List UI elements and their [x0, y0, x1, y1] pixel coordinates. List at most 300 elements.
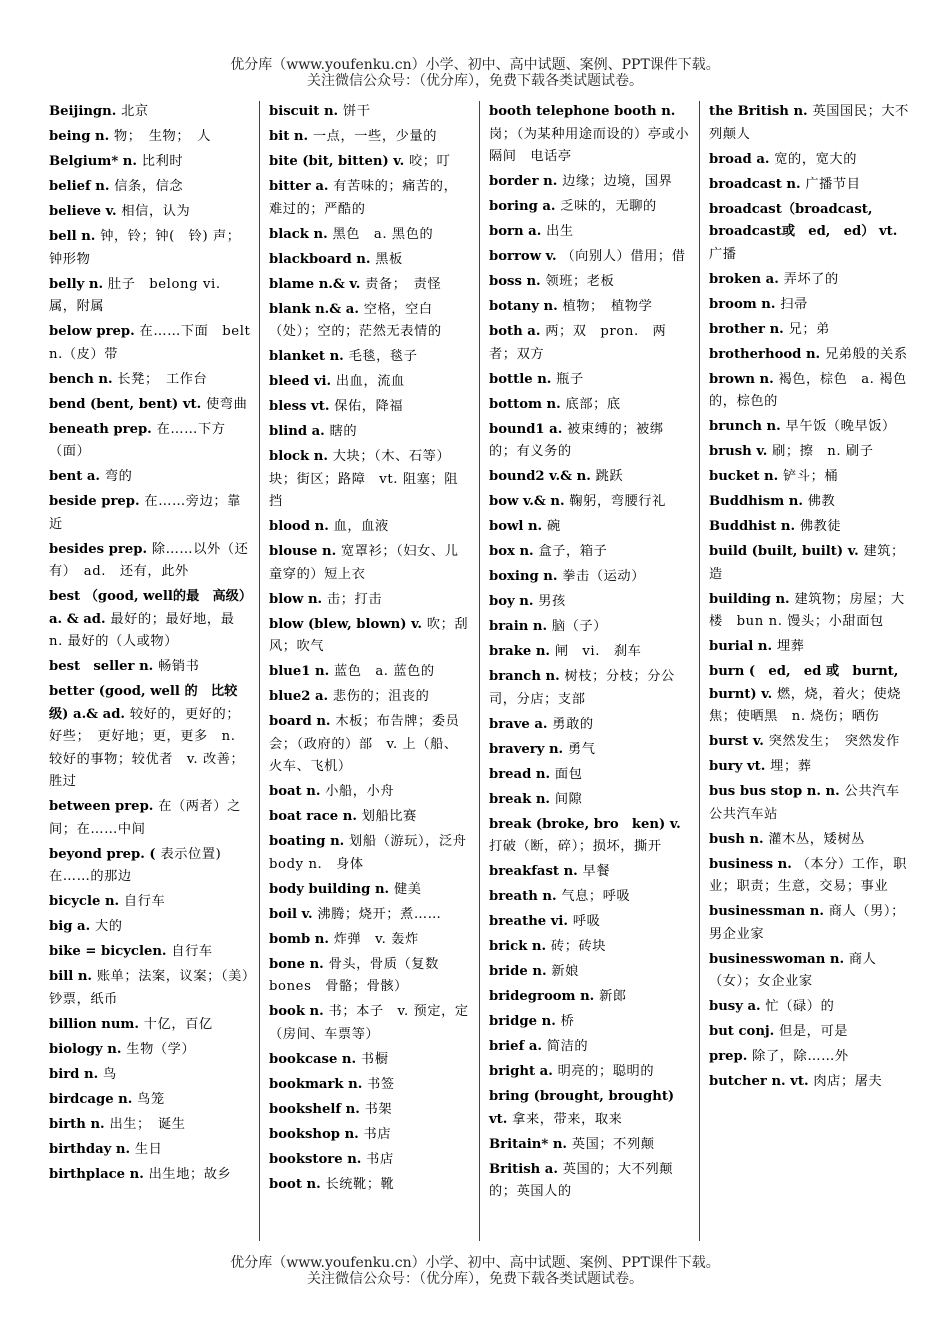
headword: boil v.	[269, 906, 313, 922]
glossary-entry	[489, 936, 691, 959]
glossary-entry	[489, 1134, 691, 1157]
headword: Buddhism n.	[709, 494, 803, 509]
glossary-entry	[489, 666, 691, 711]
definition: 佛教徒	[799, 519, 842, 534]
definition: 悲伤的；沮丧的	[332, 689, 430, 704]
headword: bowl n.	[489, 519, 543, 534]
glossary-entry	[709, 829, 912, 852]
glossary-entry	[49, 126, 251, 149]
headword: broad a.	[709, 151, 770, 167]
headword: blow (blew, blown) v.	[269, 616, 423, 632]
definition: 黑色 a. 黑色的	[332, 226, 434, 242]
headword: blame n.& v.	[269, 276, 361, 292]
headword: businesswoman n.	[709, 951, 845, 967]
footer-banner	[0, 1255, 950, 1287]
definition: 英国国民；大不列颠人	[709, 104, 909, 142]
definition: 划船（游玩），泛舟 body n. 身体	[269, 834, 481, 872]
definition: 保佑，降福	[334, 399, 404, 414]
glossary-entry	[49, 1014, 251, 1037]
glossary-column-1	[40, 101, 260, 1241]
definition: 钟，铃；钟( 铃) 声；钟形物	[49, 229, 241, 267]
glossary-entry	[49, 916, 251, 939]
definition: 简洁的	[546, 1039, 589, 1054]
definition: 褐色，棕色 a. 褐色的，棕色的	[709, 371, 907, 409]
glossary-entry	[269, 806, 471, 829]
definition: 明亮的；聪明的	[557, 1064, 655, 1079]
headword: brotherhood n.	[709, 346, 821, 362]
headword: blow n.	[269, 591, 323, 607]
glossary-entry	[489, 616, 691, 639]
glossary-entry	[49, 274, 251, 319]
definition: 瓶子	[556, 371, 584, 387]
glossary-entry	[709, 466, 912, 489]
headword: bent a.	[49, 469, 101, 484]
definition: 长统靴；靴	[325, 1176, 395, 1192]
headword: Belgium* n.	[49, 154, 137, 169]
glossary-entry	[49, 586, 259, 654]
glossary-entry	[709, 756, 912, 779]
definition: 出生地；故乡	[148, 1166, 232, 1182]
definition: 宽罩衫；（妇女、儿童穿的）短上衣	[269, 544, 459, 582]
glossary-entry	[269, 831, 481, 876]
headword: bound2 v.& n.	[489, 469, 591, 484]
glossary-entry	[269, 711, 471, 779]
glossary-entry	[49, 101, 251, 124]
definition: 自行车	[171, 944, 213, 959]
headword: bookcase n.	[269, 1051, 357, 1067]
headword: broken a.	[709, 271, 779, 287]
definition: 领班；老板	[545, 274, 615, 289]
headword: boy n.	[489, 594, 534, 609]
definition: 公共汽车 公共汽车站	[709, 784, 914, 822]
headword: bicycle n.	[49, 894, 120, 909]
definition: 除了，除……外	[752, 1049, 849, 1064]
glossary-entry	[709, 199, 912, 267]
definition: 肚子 belong vi. 属，附属	[49, 276, 221, 314]
glossary-entry	[49, 1064, 251, 1087]
glossary-entry	[49, 891, 251, 914]
definition: 较好的，更好的；好些； 更好地；更，更多 n. 较好的事物；较优者 v. 改善；胜过	[49, 706, 245, 789]
headword: blouse n.	[269, 544, 337, 559]
glossary-entry	[49, 321, 251, 366]
headword: brave a.	[489, 716, 548, 732]
definition: 大块；（木、石等）块；街区；路障 vt. 阻塞；阻挡	[269, 449, 458, 509]
glossary-entry	[269, 371, 471, 394]
definition: 有苦味的；痛苦的，难过的；严酷的	[269, 179, 458, 217]
definition: 新郎	[599, 989, 627, 1004]
headword: bench n.	[49, 371, 113, 387]
definition: 一点，一些，少量的	[312, 129, 437, 144]
definition: 气息；呼吸	[561, 889, 631, 904]
glossary-entry	[49, 466, 251, 489]
headword: board n.	[269, 714, 331, 729]
headword: Buddhist n.	[709, 519, 796, 534]
glossary-entry	[489, 1011, 691, 1034]
definition: 佛教	[807, 494, 836, 509]
headword: black n.	[269, 226, 328, 242]
definition: 扫帚	[780, 296, 808, 312]
definition: 长凳； 工作台	[117, 371, 208, 387]
definition: （本分）工作，职业；职责；生意，交易；事业	[709, 856, 907, 894]
definition: 勇气	[567, 741, 596, 757]
definition: 毛毯，毯子	[348, 349, 418, 364]
headword: bend (bent, bent) vt.	[49, 396, 202, 412]
headword: branch n.	[489, 669, 560, 684]
glossary-entry	[269, 589, 471, 612]
definition: 碗	[546, 519, 561, 534]
headword: bookshelf n.	[269, 1101, 360, 1117]
glossary-entry	[49, 394, 251, 417]
definition: 木板；布告牌；委员会；（政府的）部 v. 上（船、火车、飞机）	[269, 714, 460, 774]
glossary-entry	[269, 446, 471, 514]
glossary-entry	[709, 949, 912, 994]
glossary-entry	[709, 541, 912, 586]
glossary-entry	[709, 294, 912, 317]
headword: bomb n.	[269, 931, 329, 947]
definition: 拳击（运动）	[562, 569, 645, 584]
glossary-entry	[709, 589, 912, 634]
headword: blood n.	[269, 519, 329, 534]
glossary-entry	[49, 941, 251, 964]
headword: Britain* n.	[489, 1136, 568, 1152]
definition: 弄坏了的	[783, 271, 839, 287]
headword: break n.	[489, 791, 551, 807]
definition: 兄；弟	[788, 321, 830, 337]
headword: break (broke, bro ken) v.	[489, 816, 681, 832]
headword: birth n.	[49, 1116, 105, 1132]
headword: brick n.	[489, 939, 547, 954]
headword: blue2 a.	[269, 689, 329, 704]
definition: 面包	[554, 766, 583, 782]
glossary-entry	[489, 641, 691, 664]
headword: business n.	[709, 856, 792, 872]
definition: 植物； 植物学	[562, 299, 653, 314]
glossary-entry	[489, 516, 691, 539]
glossary-entry	[709, 269, 912, 292]
header-banner	[0, 57, 950, 89]
glossary-entry	[49, 796, 251, 841]
glossary-entry	[269, 614, 471, 659]
glossary-entry	[709, 319, 912, 342]
glossary-entry	[269, 1124, 471, 1147]
glossary-entry	[49, 176, 251, 199]
glossary-entry	[269, 954, 471, 999]
footer-line-1: 优分库（www.youfenku.cn）小学、初中、高中试题、案例、PPT课件下载。	[230, 1255, 720, 1271]
headword: bite (bit, bitten) v.	[269, 154, 405, 169]
glossary-entry	[269, 101, 471, 124]
definition: 血，血液	[333, 519, 389, 534]
definition: 铲斗；桶	[783, 469, 839, 484]
glossary-entry	[49, 491, 251, 536]
headword: boring a.	[489, 199, 556, 214]
definition: 忙（碌）的	[765, 999, 835, 1014]
headword: the British n.	[709, 104, 808, 119]
glossary-entry	[489, 739, 691, 762]
glossary-entry	[489, 369, 691, 392]
glossary-entry	[489, 491, 691, 514]
headword: birthplace n.	[49, 1166, 144, 1182]
headword: broadcast（broadcast, broadcast或 ed, ed） vt.	[709, 201, 898, 239]
headword: blanket n.	[269, 349, 344, 364]
headword: billion num.	[49, 1016, 139, 1032]
glossary-entry	[269, 929, 471, 952]
definition: 在……下方（面）	[49, 421, 226, 459]
definition: 使弯曲	[206, 396, 248, 412]
headword: bridge n.	[489, 1014, 556, 1029]
glossary-entry	[489, 814, 691, 859]
glossary-entry	[269, 1049, 471, 1072]
definition: 吹；刮风；吹气	[269, 616, 469, 654]
headword: biscuit n.	[269, 104, 339, 119]
definition: 骨头，骨质（复数bones 骨骼；骨骸）	[269, 956, 439, 994]
headword: building n.	[709, 591, 790, 607]
glossary-entry	[489, 101, 691, 169]
definition: 北京	[121, 104, 149, 119]
glossary-entry	[489, 591, 691, 614]
headword: bread n.	[489, 766, 551, 782]
glossary-entry	[709, 1021, 912, 1044]
glossary-entry	[489, 246, 691, 269]
definition: 书签	[367, 1076, 395, 1092]
headword: belief n.	[49, 179, 110, 194]
headword: bless vt.	[269, 399, 330, 414]
definition: 间隙	[554, 791, 583, 807]
glossary-entry	[709, 636, 912, 659]
glossary-entry	[489, 419, 691, 464]
headword: both a.	[489, 324, 541, 339]
headword: best （good, well的最 高级） a. & ad.	[49, 589, 259, 627]
glossary-entry	[709, 491, 912, 514]
headword: bike = bicyclen.	[49, 944, 167, 959]
definition: 小船，小舟	[325, 784, 395, 799]
glossary-entry	[489, 911, 691, 934]
definition: 比利时	[141, 154, 184, 169]
headword: brunch n.	[709, 419, 781, 434]
header-line-2: 关注微信公众号：（优分库），免费下载各类试题试卷。	[307, 73, 643, 89]
definition: 书橱	[360, 1051, 389, 1067]
glossary-entry	[269, 781, 471, 804]
headword: blank n.& a.	[269, 301, 359, 317]
glossary-entry	[489, 714, 691, 737]
headword: boxing n.	[489, 569, 558, 584]
headword: belly n.	[49, 276, 104, 292]
glossary-entry	[269, 346, 471, 369]
headword: burst v.	[709, 734, 764, 749]
definition: 边缘；边境，国界	[562, 174, 673, 189]
definition: 刷；擦 n. 刷子	[772, 444, 874, 459]
definition: 埋葬	[776, 639, 805, 654]
glossary-entry	[269, 299, 471, 344]
definition: 岗；（为某种用途而设的）亭或小隔间 电话亭	[489, 126, 690, 164]
definition: 树枝；分枝；分公司，分店；支部	[489, 669, 675, 707]
headword: bottle n.	[489, 371, 552, 387]
glossary-entry	[49, 656, 251, 679]
headword: bury vt.	[709, 759, 766, 774]
definition: 表示位置) 在……的那边	[49, 846, 236, 884]
definition: 蓝色 a. 蓝色的	[333, 664, 435, 679]
glossary-entry	[489, 986, 691, 1009]
definition: 瞎的	[329, 424, 358, 439]
glossary-entry	[709, 416, 912, 439]
headword: bookmark n.	[269, 1076, 363, 1092]
glossary-entry	[709, 174, 912, 197]
glossary-entry	[269, 1074, 471, 1097]
glossary-entry	[709, 441, 912, 464]
glossary-entry	[49, 1139, 251, 1162]
glossary-entry	[49, 226, 251, 271]
headword: bell n.	[49, 229, 96, 244]
definition: 砖；砖块	[550, 939, 607, 954]
definition: 突然发生； 突然发作	[768, 734, 900, 749]
glossary-entry	[269, 1099, 471, 1122]
headword: brain n.	[489, 619, 548, 634]
definition: 跳跃	[595, 469, 624, 484]
definition: 出生	[546, 224, 574, 239]
definition: 呼吸	[572, 914, 601, 929]
definition: 广播节目	[805, 176, 861, 192]
headword: boating n.	[269, 834, 345, 849]
definition: 英国；不列颠	[571, 1136, 655, 1152]
headword: bookshop n.	[269, 1126, 359, 1142]
definition: 底部；底	[565, 396, 621, 412]
glossary-entry	[269, 224, 471, 247]
definition: 燃，烧，着火；使烧焦；使晒黑 n. 烧伤；晒伤	[709, 686, 902, 724]
glossary-column-3	[480, 101, 700, 1241]
definition: 两；双 pron. 两者；双方	[489, 324, 667, 362]
glossary-entry	[489, 1061, 691, 1084]
glossary-entry	[489, 1086, 691, 1131]
glossary-entry	[269, 126, 471, 149]
glossary-entry	[489, 321, 691, 366]
glossary-entry	[269, 1001, 471, 1046]
definition: 咬；叮	[409, 154, 451, 169]
definition: 商人（女）；女企业家	[709, 951, 877, 989]
headword: broom n.	[709, 296, 776, 312]
headword: but conj.	[709, 1024, 775, 1039]
headword: bound1 a.	[489, 421, 563, 437]
definition: （向别人）借用；借	[561, 249, 686, 264]
definition: 鸟	[102, 1066, 117, 1082]
headword: bridegroom n.	[489, 989, 595, 1004]
headword: body building n.	[269, 881, 390, 897]
definition: 信条，信念	[114, 179, 184, 194]
headword: bus bus stop n. n.	[709, 784, 840, 799]
definition: 广播	[709, 246, 737, 262]
glossary-entry	[709, 1046, 912, 1069]
glossary-entry	[709, 854, 912, 899]
definition: 埋；葬	[770, 759, 812, 774]
glossary-entry	[489, 541, 691, 564]
headword: believe v.	[49, 204, 117, 219]
headword: breakfast n.	[489, 864, 578, 879]
glossary-column-2	[260, 101, 480, 1241]
definition: 书店	[363, 1126, 392, 1142]
definition: 书店	[366, 1151, 394, 1167]
definition: 弯的	[104, 469, 133, 484]
headword: prep.	[709, 1049, 748, 1064]
definition: 宽的，宽大的	[774, 151, 857, 167]
glossary-entry	[489, 271, 691, 294]
headword: bring (brought, brought) vt.	[489, 1089, 675, 1127]
definition: 在……下面 belt n.（皮）带	[49, 324, 251, 362]
glossary-entry	[49, 966, 251, 1011]
headword: blind a.	[269, 424, 325, 439]
headword: bush n.	[709, 831, 764, 847]
headword: bitter a.	[269, 179, 329, 194]
definition: 十亿，百亿	[143, 1016, 213, 1032]
headword: birdcage n.	[49, 1091, 133, 1107]
glossary-entry	[269, 249, 471, 272]
headword: broadcast n.	[709, 176, 801, 192]
glossary-entry	[269, 151, 471, 174]
headword: border n.	[489, 174, 558, 189]
definition: 商人（男）；男企业家	[709, 904, 905, 942]
headword: businessman n.	[709, 904, 824, 919]
headword: blackboard n.	[269, 251, 371, 267]
headword: book n.	[269, 1004, 324, 1019]
glossary-entry	[49, 1164, 251, 1187]
glossary-entry	[489, 394, 691, 417]
headword: brown n.	[709, 371, 774, 387]
definition: 出生； 诞生	[109, 1116, 186, 1132]
definition: 桥	[560, 1014, 575, 1029]
headword: bird n.	[49, 1066, 99, 1082]
definition: 男孩	[538, 594, 566, 609]
headword: bright a.	[489, 1064, 553, 1079]
headword: bow v.& n.	[489, 494, 565, 509]
definition: 闸 vi. 刹车	[554, 644, 642, 659]
glossary-entry	[269, 541, 471, 586]
headword: between prep.	[49, 799, 154, 814]
glossary-entry	[49, 369, 251, 392]
definition: 早午饭（晚早饭）	[785, 419, 896, 434]
headword: British a.	[489, 1161, 558, 1177]
headword: breathe vi.	[489, 914, 569, 929]
definition: 击；打击	[326, 591, 383, 607]
headword: bookstore n.	[269, 1151, 362, 1167]
headword: biology n.	[49, 1041, 122, 1057]
glossary-entry	[269, 686, 471, 709]
headword: blue1 n.	[269, 664, 330, 679]
glossary-entry	[49, 151, 251, 174]
glossary-entry	[49, 1114, 251, 1137]
glossary-entry	[489, 1036, 691, 1059]
headword: below prep.	[49, 324, 135, 339]
headword: bone n.	[269, 956, 324, 972]
glossary-entry	[709, 516, 912, 539]
glossary-entry	[709, 344, 912, 367]
headword: butcher n. vt.	[709, 1074, 809, 1089]
headword: being n.	[49, 129, 110, 144]
headword: build (built, built) v.	[709, 544, 859, 559]
headword: botany n.	[489, 299, 558, 314]
headword: brother n.	[709, 321, 784, 337]
definition: 书架	[364, 1101, 393, 1117]
definition: 灌木丛，矮树丛	[768, 831, 865, 847]
definition: 炸弹 v. 轰炸	[333, 931, 419, 947]
headword: brief a.	[489, 1039, 542, 1054]
glossary-entry	[269, 904, 471, 927]
headword: booth telephone booth n.	[489, 104, 676, 119]
glossary-column-4	[700, 101, 920, 1241]
glossary-entry	[489, 566, 691, 589]
headword: bravery n.	[489, 741, 564, 757]
glossary-entry	[269, 1174, 471, 1197]
glossary-entry	[489, 886, 691, 909]
headword: bucket n.	[709, 469, 779, 484]
headword: big a.	[49, 919, 91, 934]
definition: 沸腾；烧开；煮……	[317, 906, 442, 922]
